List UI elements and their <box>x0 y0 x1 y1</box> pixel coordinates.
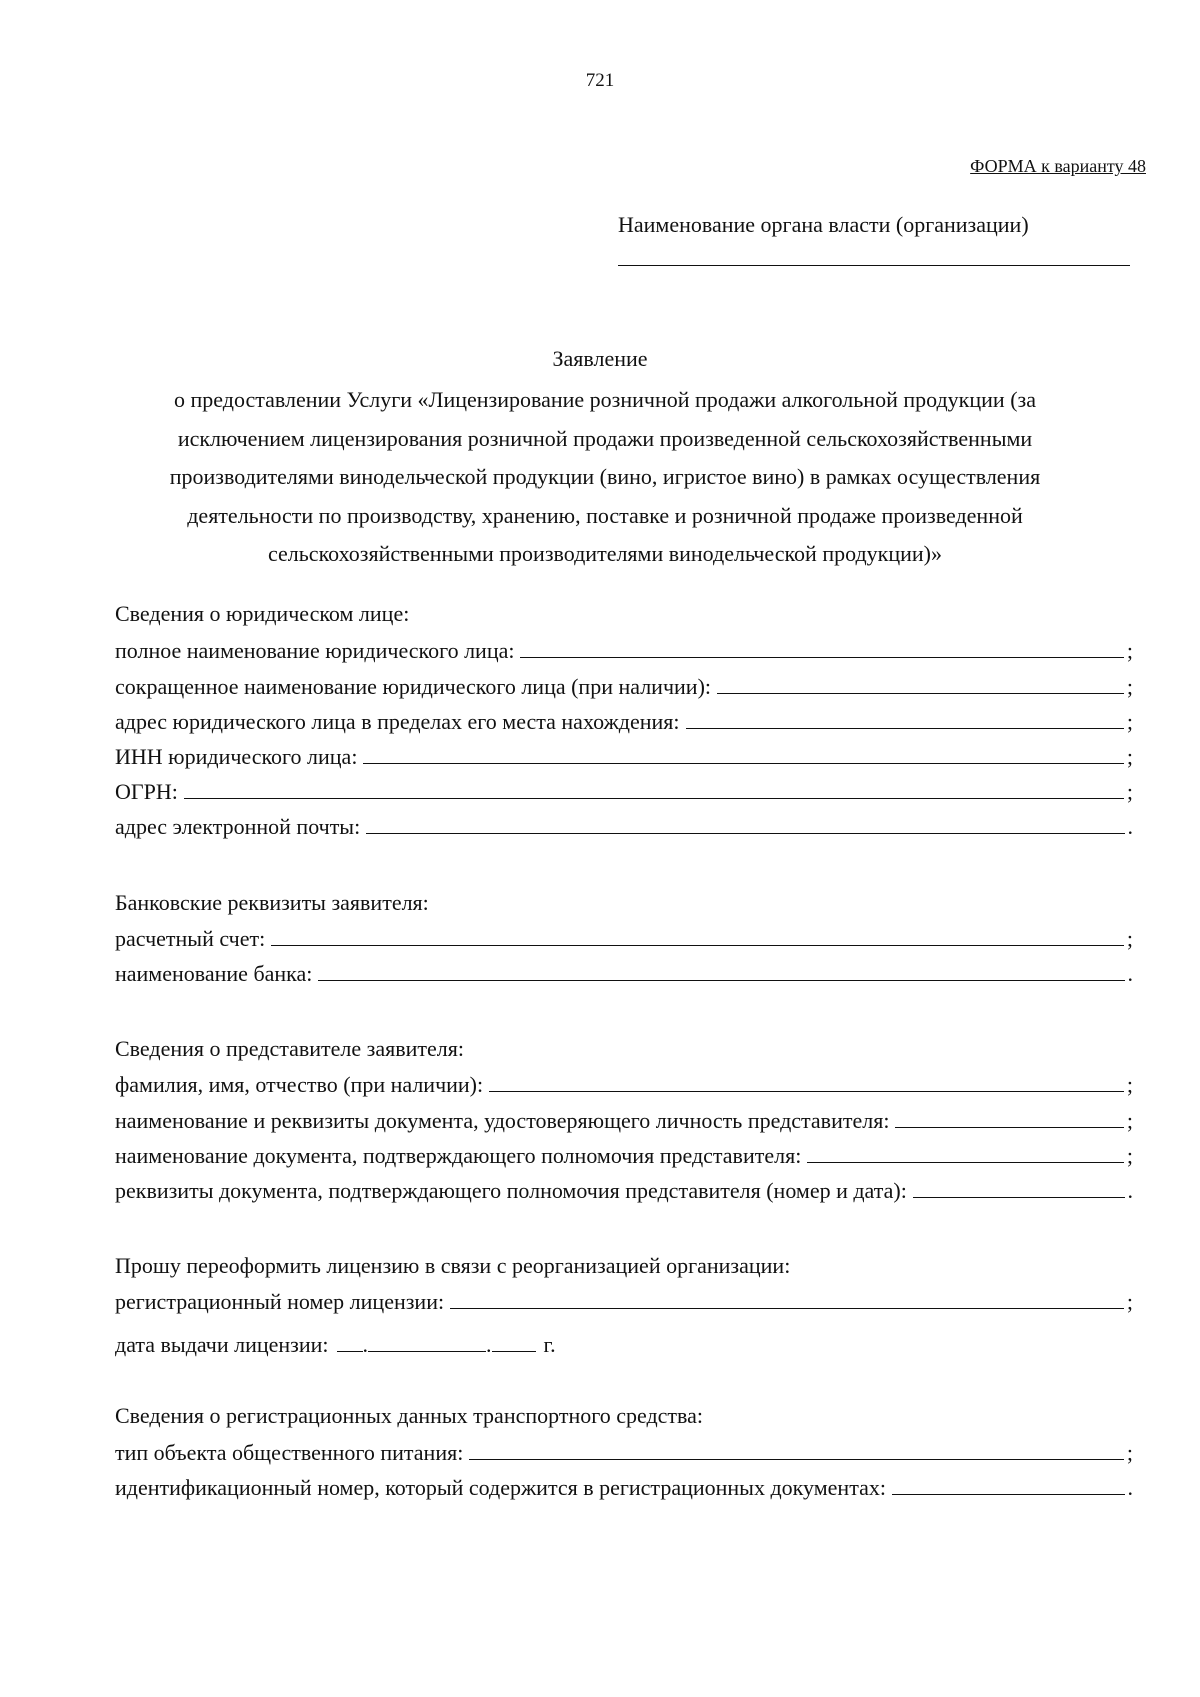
field-end: ; <box>1126 1072 1133 1097</box>
legal-full-name-row <box>115 634 1133 664</box>
field-end: ; <box>1126 674 1133 699</box>
field-label: полное наименование юридического лица: <box>115 638 515 663</box>
field-end: . <box>1127 1475 1133 1500</box>
catering-type-input[interactable] <box>469 1459 1124 1460</box>
field-label: расчетный счет: <box>115 926 266 951</box>
field-label: тип объекта общественного питания: <box>115 1440 464 1465</box>
legal-short-name-input[interactable] <box>717 693 1124 694</box>
field-label: идентификационный номер, который содержится в регистрационных документах: <box>115 1475 886 1500</box>
field-label: сокращенное наименование юридического лица (при наличии): <box>115 674 712 699</box>
field-end: ; <box>1126 744 1133 769</box>
rep-authority-doc-row <box>115 1139 1133 1169</box>
page-number: 721 <box>585 70 615 91</box>
authority-name-caption: Наименование органа власти (организации) <box>618 212 1029 237</box>
rep-authority-details-input[interactable] <box>913 1197 1125 1198</box>
field-label: наименование и реквизиты документа, удостоверяющего личность представителя: <box>115 1108 890 1133</box>
license-date-day-input[interactable] <box>337 1351 363 1352</box>
rep-fullname-input[interactable] <box>489 1091 1124 1092</box>
inn-input[interactable] <box>363 763 1123 764</box>
legal-full-name-input[interactable] <box>520 657 1123 658</box>
field-label: регистрационный номер лицензии: <box>115 1289 445 1314</box>
legal-address-row <box>115 705 1133 735</box>
catering-type-row <box>115 1436 1133 1466</box>
reissue-heading: Прошу переоформить лицензию в связи с реорганизацией организации: <box>115 1253 791 1278</box>
license-number-row <box>115 1285 1133 1315</box>
authority-name-field[interactable] <box>618 265 1130 266</box>
license-date-year-input[interactable] <box>492 1351 536 1352</box>
legal-short-name-row <box>115 670 1133 700</box>
vehicle-id-input[interactable] <box>892 1494 1125 1495</box>
field-end: ; <box>1126 709 1133 734</box>
license-date-label: дата выдачи лицензии: <box>115 1332 329 1357</box>
account-row <box>115 922 1133 952</box>
field-end: ; <box>1126 1143 1133 1168</box>
bank-heading: Банковские реквизиты заявителя: <box>115 890 429 915</box>
representative-heading: Сведения о представителе заявителя: <box>115 1036 464 1061</box>
rep-authority-doc-input[interactable] <box>807 1162 1124 1163</box>
field-end: ; <box>1126 1289 1133 1314</box>
field-label: адрес юридического лица в пределах его места нахождения: <box>115 709 680 734</box>
inn-row <box>115 740 1133 770</box>
email-input[interactable] <box>366 833 1124 834</box>
document-subtitle: о предоставлении Услуги «Лицензирование розничной продажи алкогольной продукции (за исключением лицензирования розничной продажи произведенной сельскохозяйственными производителями винодельческой продукции (вино, игристое вино) в рамках осуществления деятельности по производству, хранению, поставке и розничной продаже произведенной сельскохозяйственными производителями винодельческой продукции)» <box>169 387 1041 566</box>
field-end: ; <box>1126 926 1133 951</box>
rep-id-doc-row <box>115 1104 1133 1134</box>
form-variant-label: ФОРМА к варианту 48 <box>970 156 1146 176</box>
field-end: ; <box>1126 779 1133 804</box>
license-date-month-input[interactable] <box>368 1351 486 1352</box>
date-separator: . <box>486 1332 492 1357</box>
legal-address-input[interactable] <box>686 728 1124 729</box>
field-end: ; <box>1126 1108 1133 1133</box>
account-input[interactable] <box>271 945 1124 946</box>
license-date-row <box>115 1328 556 1358</box>
field-end: . <box>1127 961 1133 986</box>
license-number-input[interactable] <box>450 1308 1124 1309</box>
ogrn-input[interactable] <box>184 798 1124 799</box>
rep-fullname-row <box>115 1068 1133 1098</box>
field-end: . <box>1127 814 1133 839</box>
year-suffix: г. <box>543 1332 556 1357</box>
field-label: ИНН юридического лица: <box>115 744 358 769</box>
vehicle-heading: Сведения о регистрационных данных транспортного средства: <box>115 1403 703 1428</box>
rep-authority-details-row <box>115 1174 1133 1204</box>
bank-name-row <box>115 957 1133 987</box>
legal-entity-heading: Сведения о юридическом лице: <box>115 601 410 626</box>
field-label: реквизиты документа, подтверждающего полномочия представителя (номер и дата): <box>115 1178 907 1203</box>
field-label: наименование документа, подтверждающего полномочия представителя: <box>115 1143 802 1168</box>
field-end: . <box>1127 1178 1133 1203</box>
field-label: адрес электронной почты: <box>115 814 361 839</box>
ogrn-row <box>115 775 1133 805</box>
field-label: ОГРН: <box>115 779 178 804</box>
vehicle-id-row <box>115 1471 1133 1501</box>
rep-id-doc-input[interactable] <box>895 1127 1123 1128</box>
date-separator: . <box>362 1332 369 1357</box>
email-row <box>115 810 1133 840</box>
field-label: фамилия, имя, отчество (при наличии): <box>115 1072 484 1097</box>
bank-name-input[interactable] <box>318 980 1124 981</box>
document-title: Заявление <box>552 346 648 371</box>
field-end: ; <box>1126 1440 1133 1465</box>
field-end: ; <box>1126 638 1133 663</box>
field-label: наименование банка: <box>115 961 313 986</box>
